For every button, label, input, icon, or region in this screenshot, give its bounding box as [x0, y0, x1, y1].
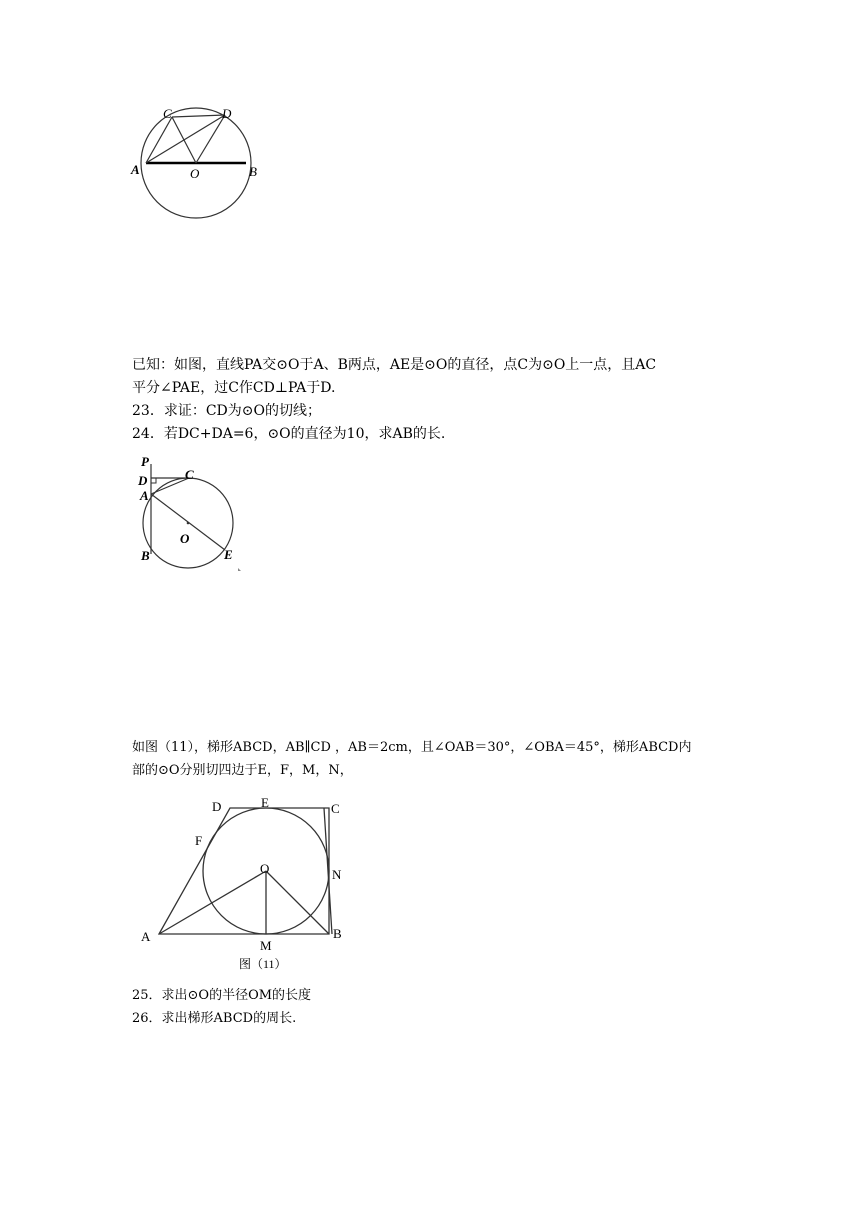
label-c: C	[185, 467, 194, 482]
trapezoid-abcd	[159, 808, 329, 934]
label-d: D	[222, 106, 232, 121]
label-a: A	[131, 162, 140, 177]
label-o: O	[180, 531, 190, 546]
label-e: E	[261, 795, 269, 810]
figure-circle-diameter-ab	[125, 100, 275, 225]
label-a: A	[141, 929, 151, 944]
right-edge-bc	[324, 808, 332, 934]
segment-od	[196, 115, 225, 163]
label-n: N	[332, 867, 342, 882]
corner-mark	[238, 568, 241, 571]
label-d: D	[138, 473, 148, 488]
figure-line-pa-circle	[132, 450, 247, 575]
center-point-o	[187, 522, 190, 525]
label-f: F	[195, 833, 203, 848]
label-c: C	[331, 801, 340, 816]
label-o: O	[190, 166, 200, 181]
segment-ad	[146, 115, 225, 163]
label-o: O	[260, 861, 270, 876]
question-23: 23．求证：CD为⊙O的切线；	[132, 403, 321, 419]
segment-ao	[159, 871, 266, 934]
question-25: 25．求出⊙O的半径OM的长度	[132, 988, 312, 1003]
figure-trapezoid-incircle	[132, 795, 357, 975]
problem1-line1: 已知：如图，直线PA交⊙O于A、B两点，AE是⊙O的直径，点C为⊙O上一点，且AC	[132, 357, 657, 373]
problem2-line2: 部的⊙O分别切四边于E，F，M，N，	[132, 763, 353, 778]
problem1-line2: 平分∠PAE，过C作CD⊥PA于D.	[132, 380, 336, 396]
label-e: E	[224, 547, 233, 562]
label-a: A	[140, 488, 149, 503]
segment-ac	[146, 117, 172, 163]
problem2-line1: 如图（11），梯形ABCD，AB∥CD ，AB＝2cm，且∠OAB＝30°，∠OBA＝45°，梯形ABCD内	[132, 740, 692, 755]
label-b: B	[333, 926, 342, 941]
right-angle-mark	[151, 478, 156, 483]
label-b: B	[249, 164, 257, 179]
label-m: M	[260, 938, 272, 953]
label-p: P	[141, 454, 149, 469]
label-b: B	[141, 548, 150, 563]
label-c: C	[163, 106, 172, 121]
segment-cd	[172, 115, 225, 117]
label-d: D	[212, 799, 222, 814]
segment-ob	[266, 871, 329, 934]
question-24: 24．若DC+DA=6，⊙O的直径为10，求AB的长.	[132, 426, 446, 442]
segment-ac	[151, 478, 189, 494]
figure-caption: 图（11）	[239, 957, 287, 971]
question-26: 26．求出梯形ABCD的周长.	[132, 1011, 297, 1026]
